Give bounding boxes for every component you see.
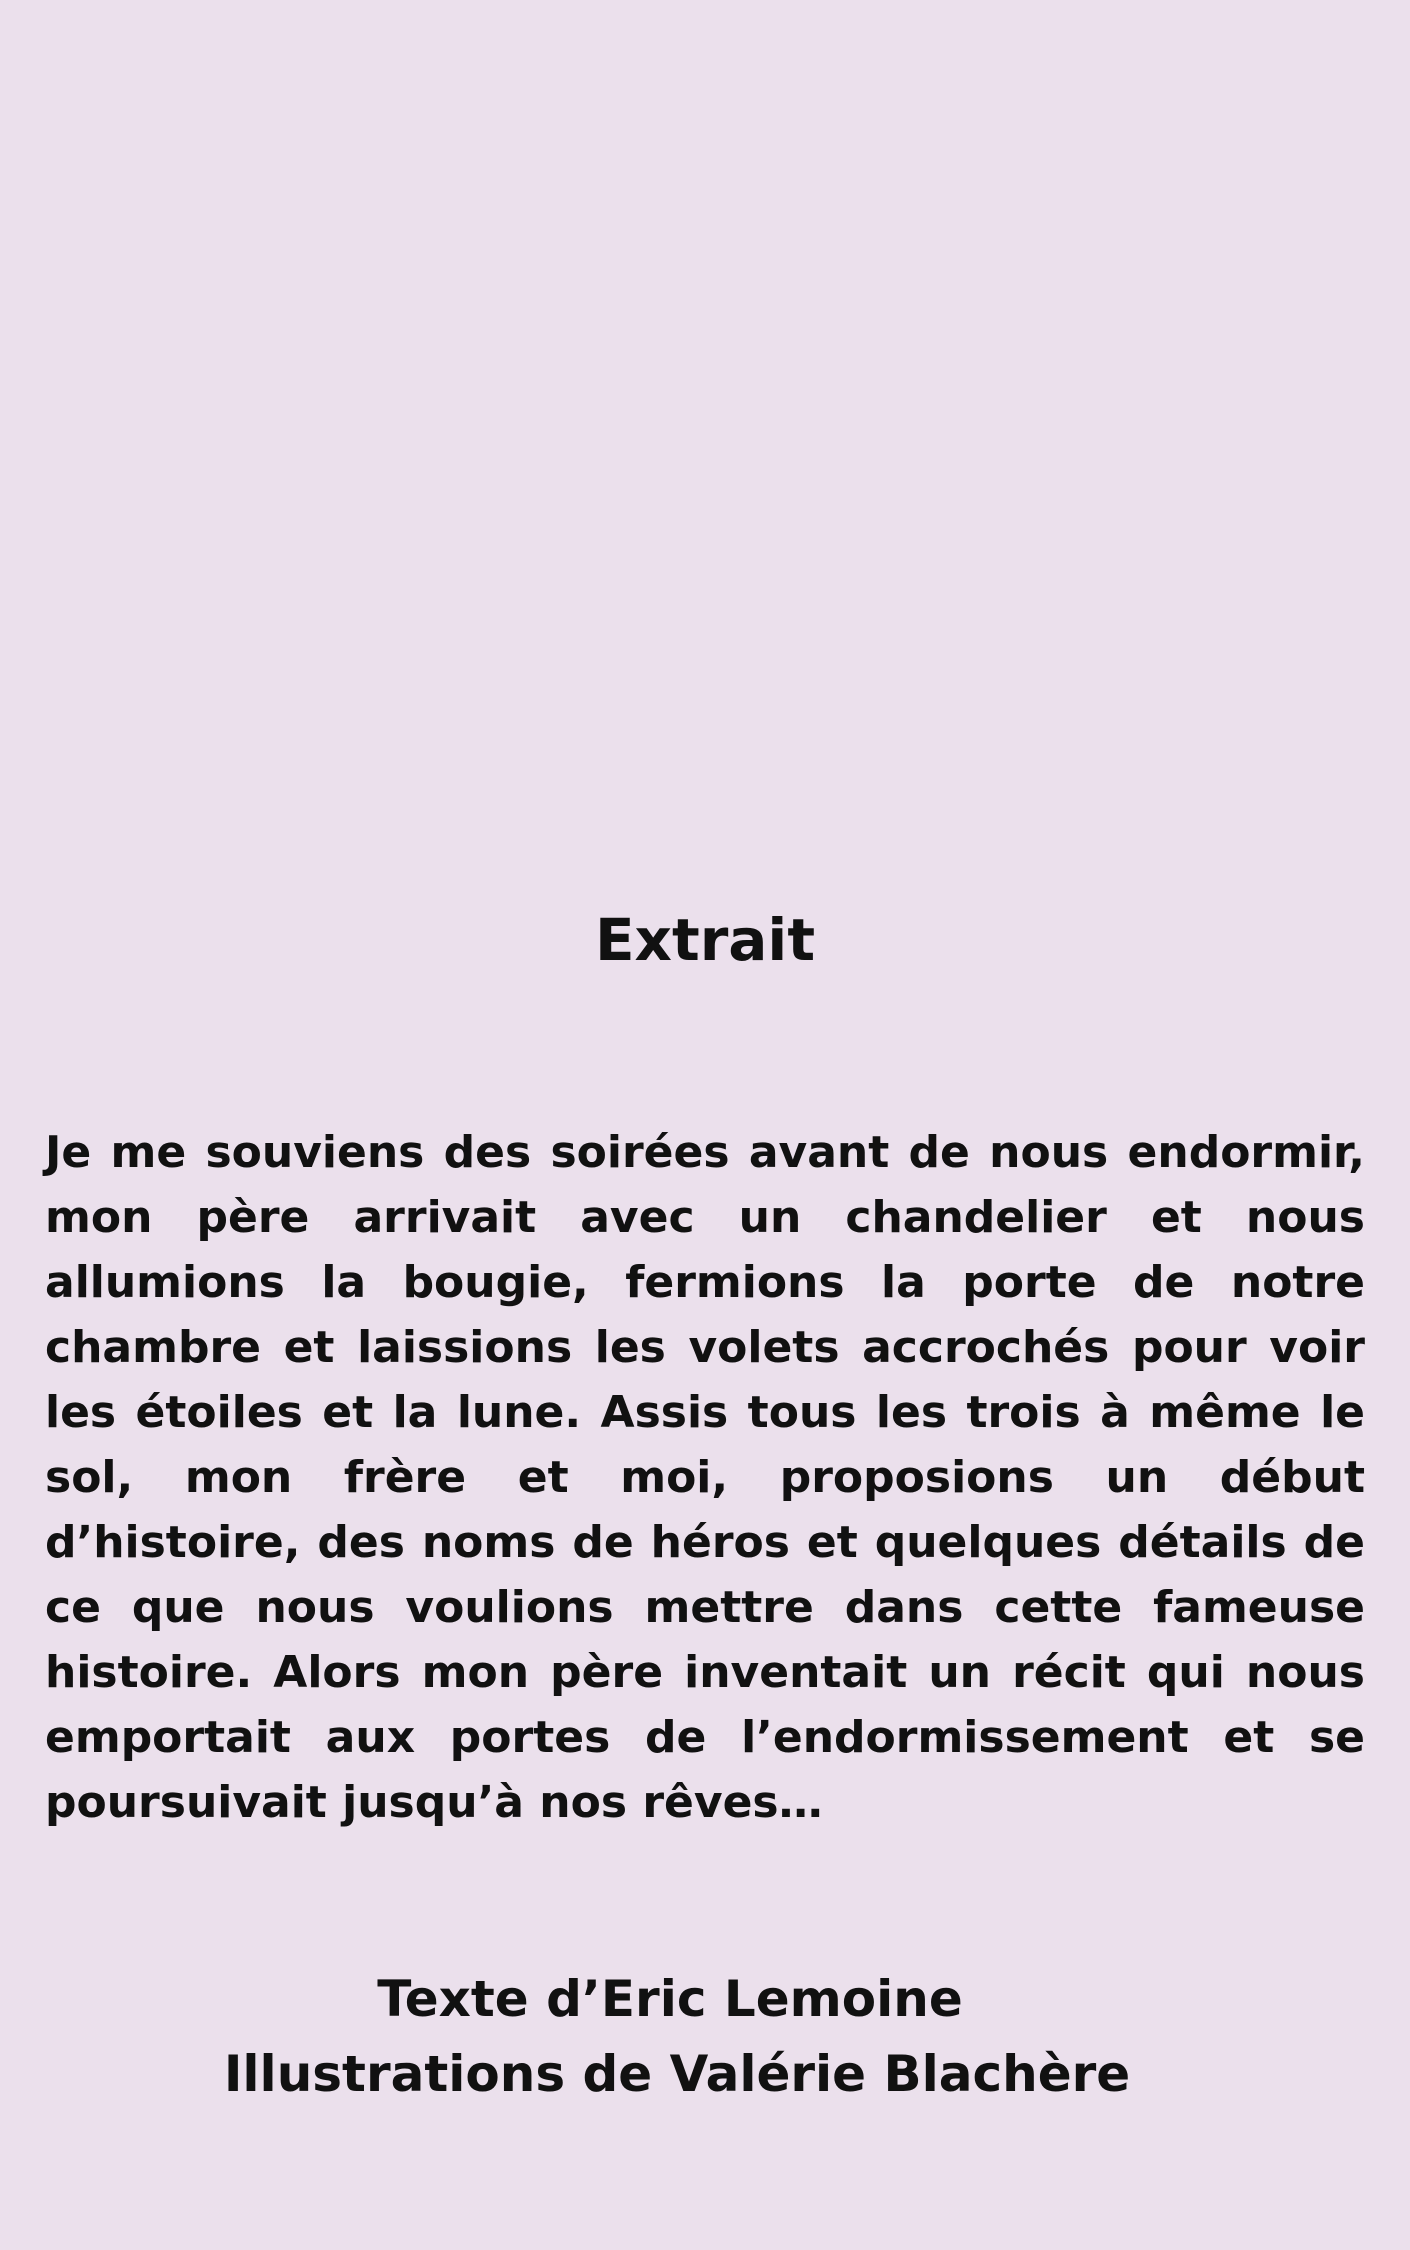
excerpt-paragraph: Je me souviens des soirées avant de nous endormir, mon père arrivait avec un chandelier et nous allumions la bougie, fermions la porte de notre chambre et laissions les volets accrochés pour voir les étoiles et la lune. Assis tous les trois à même le sol, mon frère et moi, proposions un début d’histoire, des noms de héros et quelques détails de ce que nous voulions mettre dans cette fameuse histoire. Alors mon père inventait un récit qui nous emportait aux portes de l’endormissement et se poursuivait jusqu’à nos rêves… bbox=[45, 1127, 1365, 1828]
illustrator-credit: Illustrations de Valérie Blachère bbox=[223, 2045, 1131, 2103]
author-credit: Texte d’Eric Lemoine bbox=[377, 1970, 963, 2028]
page-title: Extrait bbox=[594, 906, 816, 974]
